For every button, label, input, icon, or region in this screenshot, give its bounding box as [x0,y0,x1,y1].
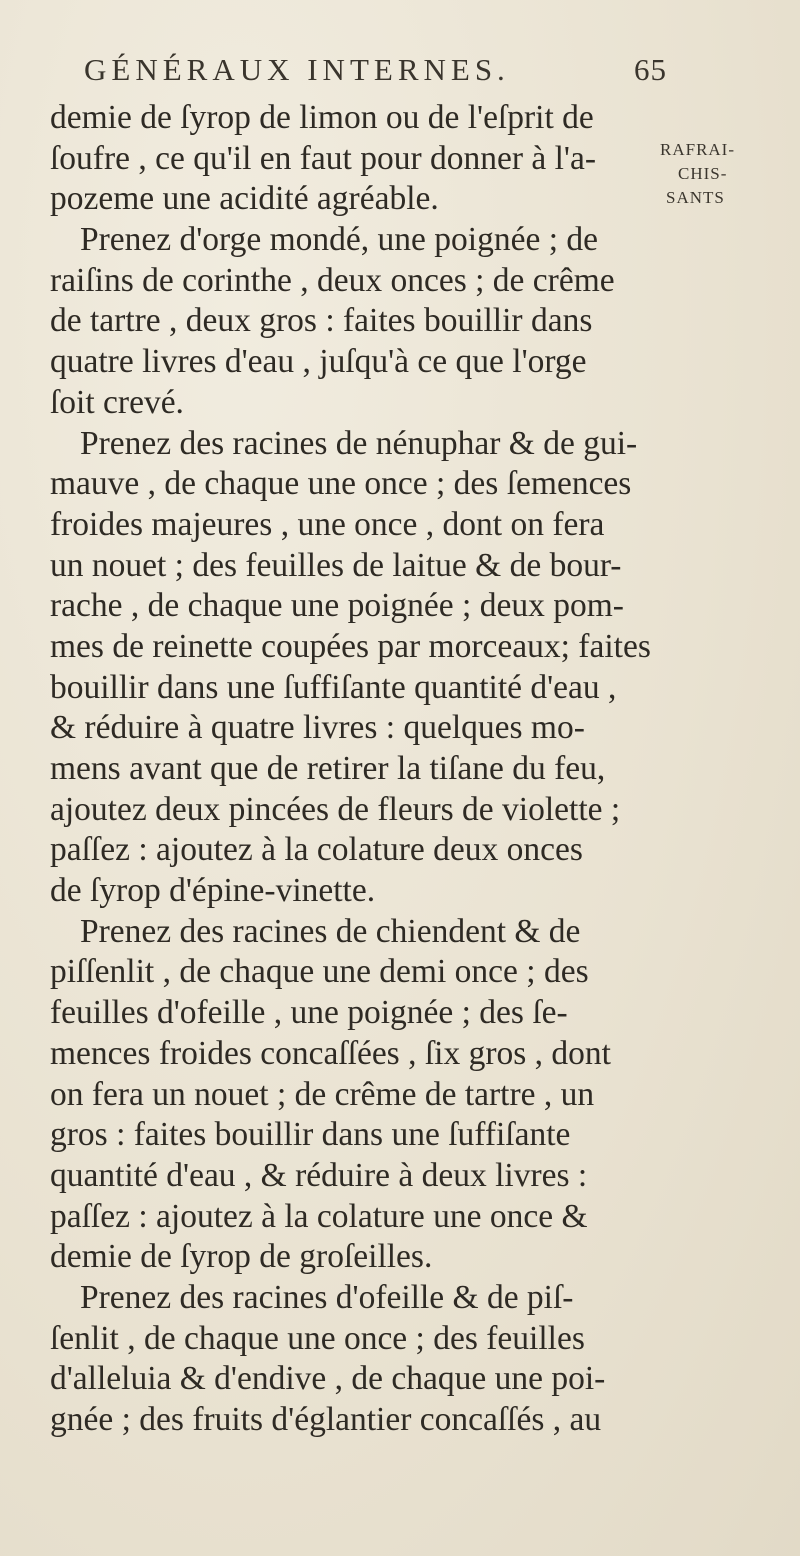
text-line: quatre livres d'eau , juſqu'à ce que l'orge [50,343,587,381]
text-line: mences froides concaſſées , ſix gros , dont [50,1034,611,1072]
text-line: Prenez d'orge mondé, une poignée ; de [80,221,598,259]
text-line: paſſez : ajoutez à la colature deux onces [50,831,583,869]
text-line: quantité d'eau , & réduire à deux livres : [50,1156,588,1194]
text-line: froides majeures , une once , dont on fera [50,505,605,543]
text-line: un nouet ; des feuilles de laitue & de bour- [50,546,622,584]
margin-note-line: CHIS- [678,164,728,183]
text-line: Prenez des racines d'ofeille & de piſ- [80,1278,574,1316]
header-title: GÉNÉRAUX INTERNES. [84,52,510,87]
text-line: de ſyrop d'épine-vinette. [50,872,376,910]
text-line: gnée ; des fruits d'églantier concaſſés , au [50,1401,602,1438]
text-line: mauve , de chaque une once ; des ſemences [50,465,632,503]
text-line: gros : faites bouillir dans une ſuffiſante [50,1116,571,1154]
text-line: bouillir dans une ſuffiſante quantité d'eau , [50,668,617,706]
page-number: 65 [634,52,667,87]
margin-note-line: RAFRAI- [660,140,736,159]
text-line: piſſenlit , de chaque une demi once ; des [50,953,589,991]
text-line: paſſez : ajoutez à la colature une once & [50,1197,588,1235]
text-line: feuilles d'ofeille , une poignée ; des ſe- [50,994,568,1032]
text-line: demie de ſyrop de groſeilles. [50,1238,433,1276]
text-line: ſoit crevé. [50,383,184,421]
text-line: ſenlit , de chaque une once ; des feuilles [50,1319,585,1357]
text-line: demie de ſyrop de limon ou de l'eſprit de [50,99,594,136]
running-header [84,52,724,96]
text-line: Prenez des racines de nénuphar & de gui- [80,424,638,462]
body-text [50,98,770,1441]
margin-note-line: SANTS [666,188,725,207]
text-line: & réduire à quatre livres : quelques mo- [50,709,585,747]
text-line: ſoufre , ce qu'il en faut pour donner à l'a- [50,139,596,177]
text-line: mes de reinette coupées par morceaux; faites [50,627,651,665]
text-line: on fera un nouet ; de crême de tartre , un [50,1075,595,1113]
text-line: rache , de chaque une poignée ; deux pom- [50,587,624,625]
text-line: pozeme une acidité agréable. [50,180,439,218]
text-line: d'alleluia & d'endive , de chaque une poi- [50,1360,606,1398]
text-line: mens avant que de retirer la tiſane du feu, [50,750,606,787]
text-line: de tartre , deux gros : faites bouillir dans [50,302,593,340]
text-line: Prenez des racines de chiendent & de [80,912,581,950]
text-line: raiſins de corinthe , deux onces ; de crême [50,261,615,299]
text-line: ajoutez deux pincées de fleurs de violette ; [50,790,621,828]
